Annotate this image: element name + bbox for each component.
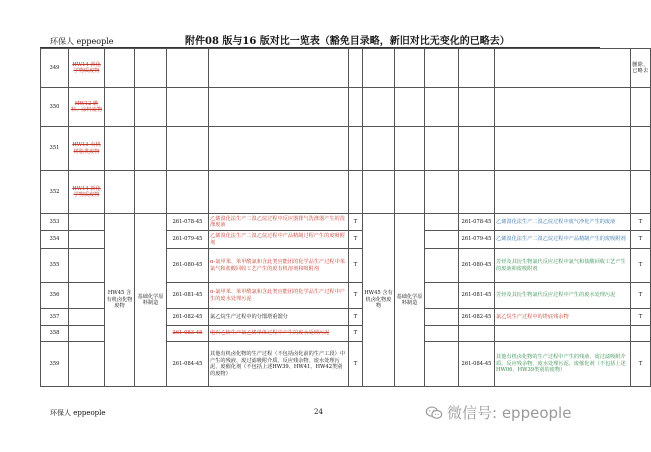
row-number: 351 — [41, 127, 69, 171]
old-waste-desc: α-氯甲苯、苯甲酰氯和含此类官能团的化学品生产过程中苯氯气和盐酸回收工艺产生的废有机溶剂和吸附剂 — [209, 249, 349, 283]
old-hazard: T — [349, 231, 363, 249]
old-waste-code: 261-084-45 — [167, 342, 209, 387]
table-row — [41, 171, 651, 214]
wechat-watermark — [425, 402, 571, 423]
old-waste-desc: α-氯甲苯、苯甲酰氯和含此类官能团的化学品生产过程中产生的废水处理污泥 — [209, 283, 349, 309]
old-waste-desc: 乙烯溴化法生产二溴乙烷过程中反应器排气洗涤器产生的洗涤废液 — [209, 214, 349, 231]
new-industry-source: 基础化学原料制造 — [395, 214, 425, 387]
old-waste-code: 261-083-45 — [167, 326, 209, 342]
old-waste-desc: 其他有机卤化物的生产过程（不包括卤化前的生产工段）中产生的残液、废过滤吸附介质、反应残余物、废水处理污泥、废催化剂（不包括上述HW39、HW41、HW42类别的废物） — [209, 342, 349, 387]
new-waste-desc: 乙烯溴化法生产二溴乙烷过程中废气净化产生的废液 — [495, 214, 631, 231]
new-waste-desc: 氯乙烷生产过程中的塔底残余物 — [495, 309, 631, 326]
footer-left-brand: 环保人 eppeople — [50, 409, 106, 417]
old-waste-code: 261-080-45 — [167, 249, 209, 283]
deleted-note: 删除，已略去 — [631, 49, 651, 88]
new-waste-code: 261-078-45 — [459, 214, 495, 231]
old-waste-desc: 电石乙炔生产氯乙烯单体过程中产生的废水处理污泥 — [209, 326, 349, 342]
new-waste-category: HW45 含有机卤化物废物 — [363, 214, 395, 387]
old-hazard: T — [349, 342, 363, 387]
old-hazard: T — [349, 214, 363, 231]
new-waste-desc: 芳烃及其衍生物氯代反应过程中氯气和盐酸回收工艺产生的废液和废吸附剂 — [495, 249, 631, 283]
old-waste-desc: 氯乙烷生产过程中的分馏塔重馏分 — [209, 309, 349, 326]
old-waste-category: HW45 含有机卤化物废物 — [105, 214, 135, 387]
header-left-brand: 环保人 eppeople — [50, 37, 114, 46]
old-hazard: T — [349, 326, 363, 342]
new-hazard: T — [631, 249, 651, 283]
old-category: HW14 新化学物质废物 — [69, 49, 105, 88]
row-number: 358 — [41, 326, 69, 342]
row-number: 357 — [41, 309, 69, 326]
row-number: 353 — [41, 214, 69, 231]
table-row — [41, 127, 651, 171]
new-waste-desc: 乙烯溴化法生产二溴乙烷过程中产品精制产生的废吸附剂 — [495, 231, 631, 249]
new-hazard: T — [631, 283, 651, 309]
new-hazard: T — [631, 214, 651, 231]
new-waste-code: 261-081-45 — [459, 283, 495, 309]
old-hazard: T — [349, 283, 363, 309]
new-waste-code: 261-084-45 — [459, 342, 495, 387]
old-category: HW14 新化学物质废物 — [69, 171, 105, 214]
old-hazard: T — [349, 309, 363, 326]
new-waste-desc: 芳烃及其衍生物氯代反应过程中产生的废水处理污泥 — [495, 283, 631, 309]
row-number: 359 — [41, 342, 69, 387]
old-industry-source: 基础化学原料制造 — [135, 214, 167, 387]
old-waste-code: 261-082-45 — [167, 309, 209, 326]
new-hazard: T — [631, 342, 651, 387]
new-waste-code: 261-079-45 — [459, 231, 495, 249]
table-row — [41, 88, 651, 127]
new-waste-code: 261-080-45 — [459, 249, 495, 283]
table-row — [41, 49, 651, 88]
old-category: HW13 有机树脂类废物 — [69, 127, 105, 171]
old-waste-desc: 乙烯溴化法生产二溴乙烷过程中产品精制过程产生的废吸附剂 — [209, 231, 349, 249]
old-waste-code: 261-081-45 — [167, 283, 209, 309]
row-number: 352 — [41, 171, 69, 214]
old-waste-code: 261-078-45 — [167, 214, 209, 231]
row-number: 356 — [41, 283, 69, 309]
old-category: HW12 燃料、涂料废物 — [69, 88, 105, 127]
new-hazard: T — [631, 231, 651, 249]
old-waste-code: 261-079-45 — [167, 231, 209, 249]
row-number: 349 — [41, 49, 69, 88]
new-waste-code: 261-082-45 — [459, 309, 495, 326]
comparison-table — [40, 48, 651, 387]
page-title: 附件08 版与16 版对比一览表（豁免目录略，新旧对比无变化的已略去） — [185, 36, 510, 47]
row-number: 355 — [41, 249, 69, 283]
page-number: 24 — [314, 408, 323, 416]
row-number: 354 — [41, 231, 69, 249]
watermark-text: 微信号: eppeople — [447, 404, 572, 422]
row-number: 350 — [41, 88, 69, 127]
table-row — [41, 214, 651, 231]
new-waste-desc: 其他有机卤化物的生产过程中产生的残液、废过滤吸附介质、反应残余物、废水处理污泥、废催化剂（不包括上述HW06、HW39类别的废物） — [495, 342, 631, 387]
new-hazard: T — [631, 309, 651, 326]
wechat-icon — [425, 406, 443, 420]
old-hazard: T — [349, 249, 363, 283]
